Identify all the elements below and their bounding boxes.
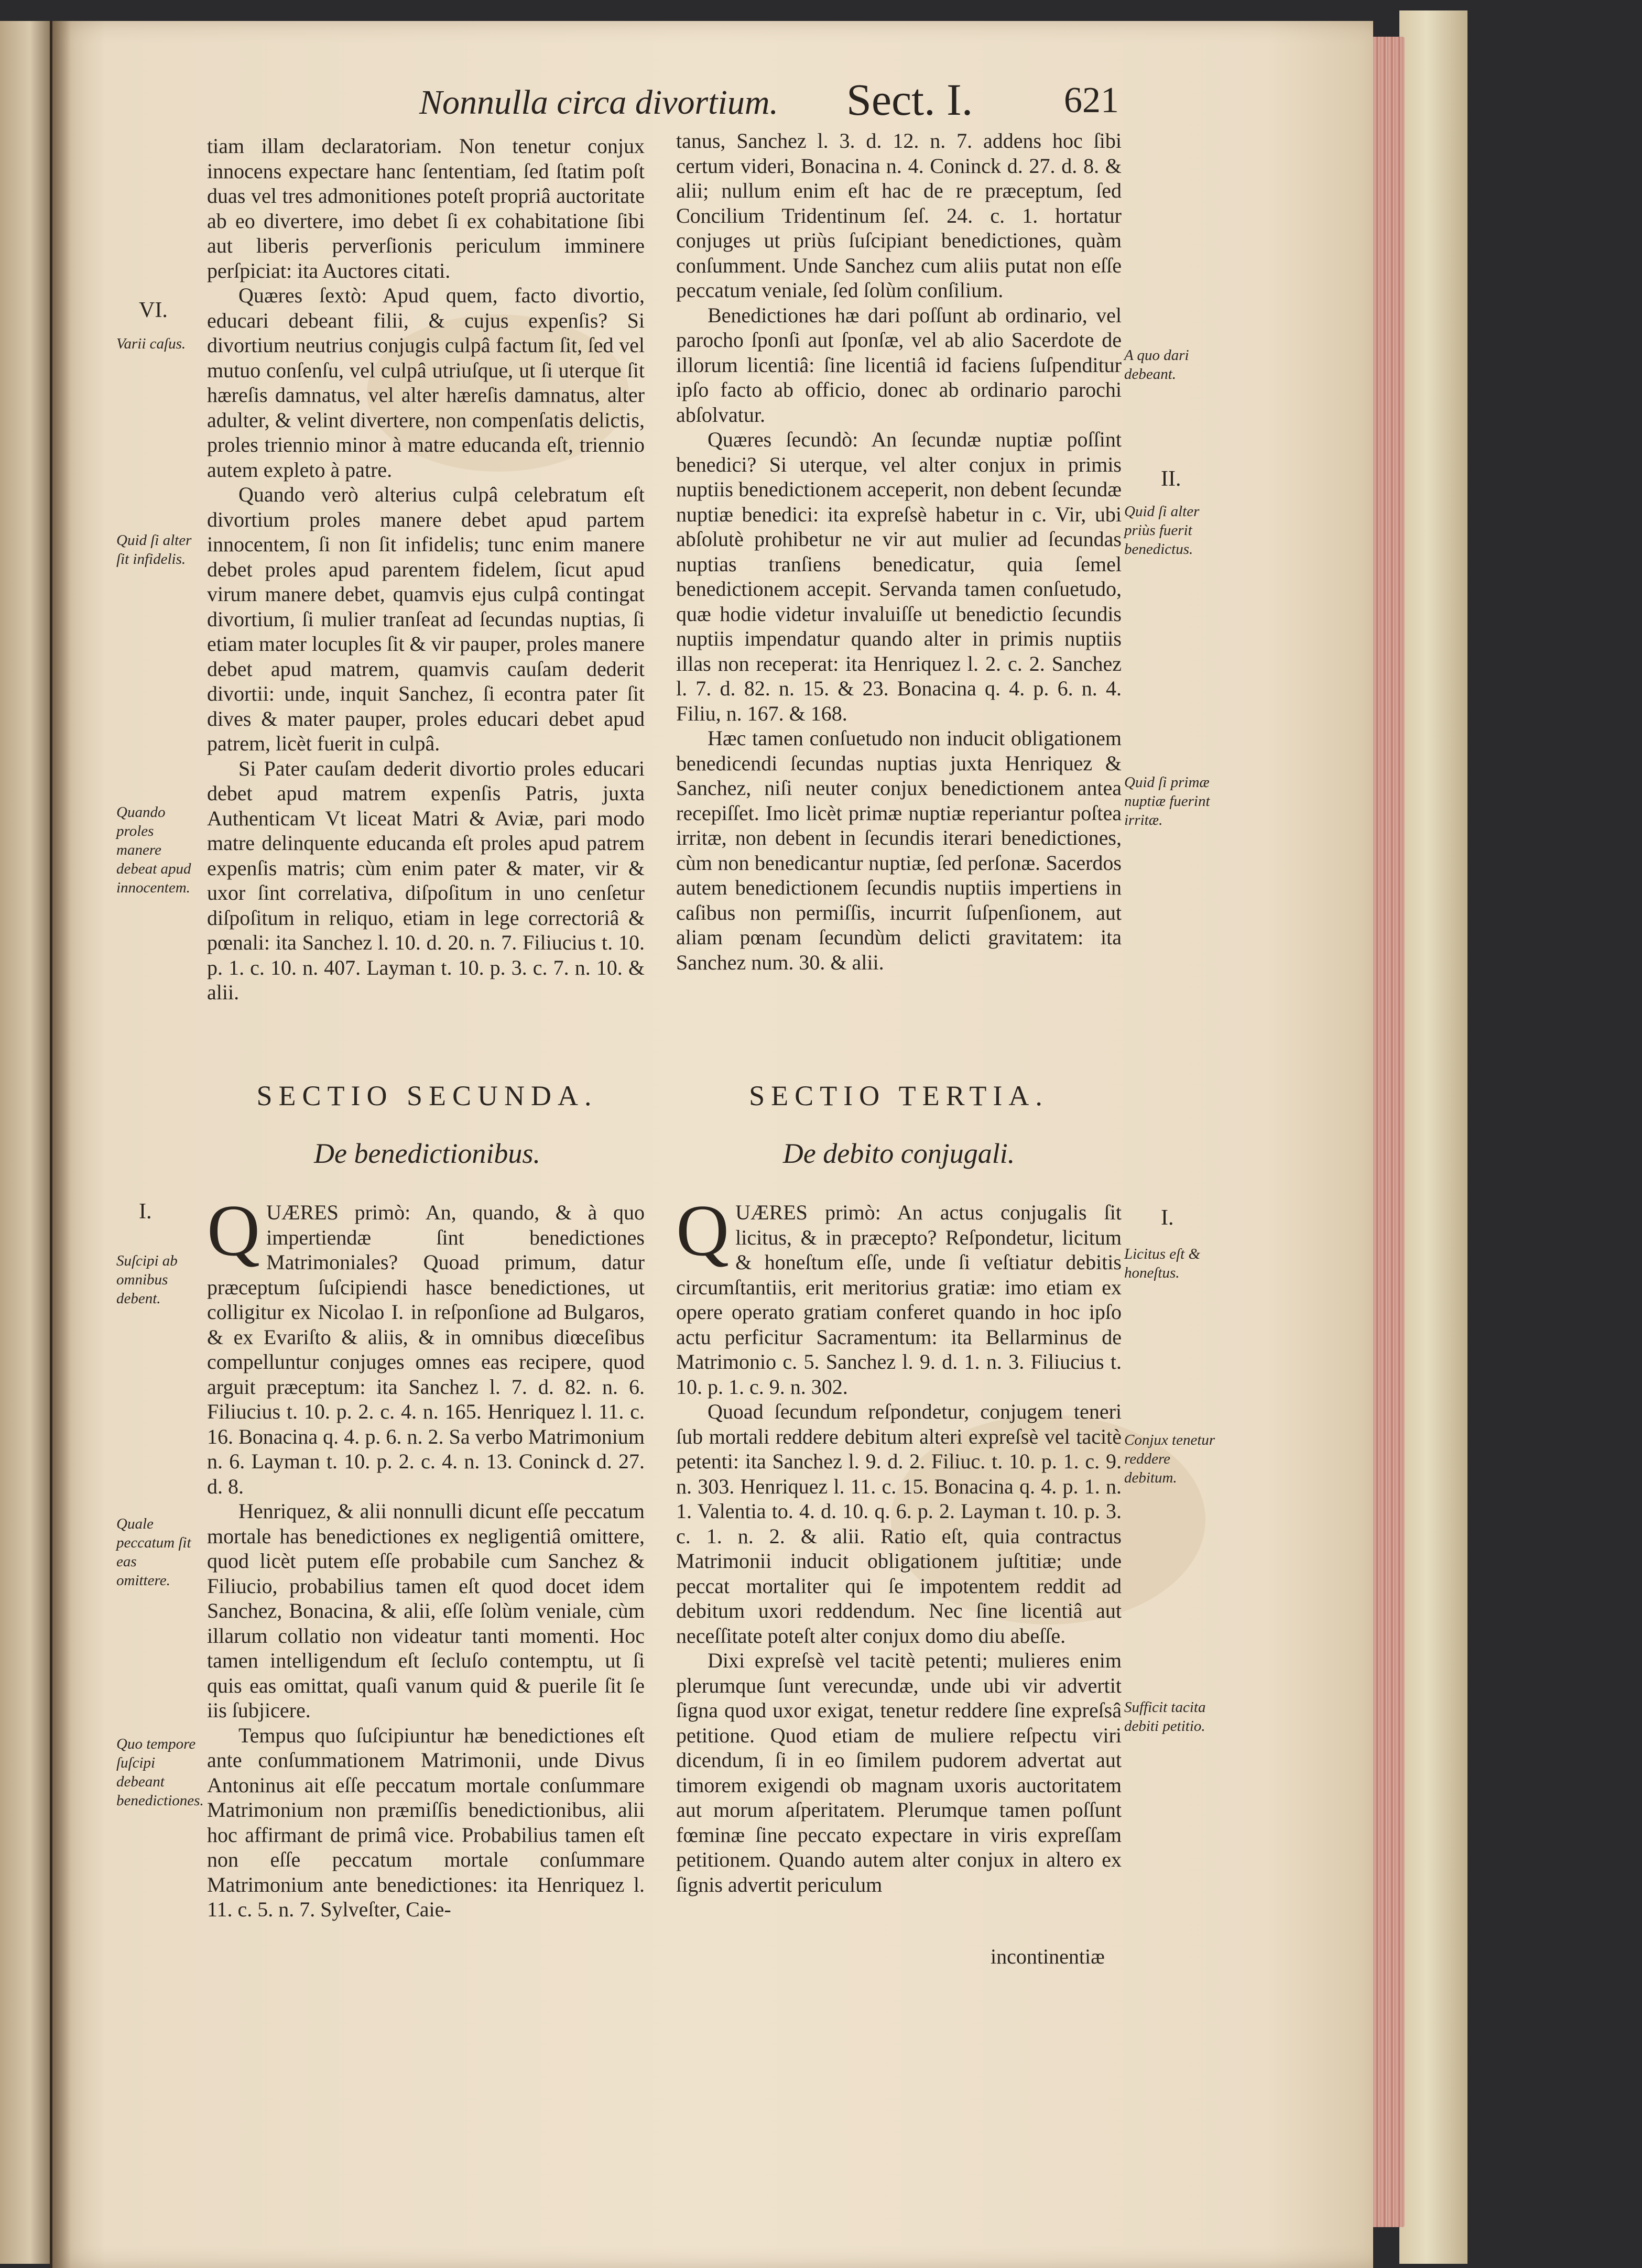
margin-note: Quid ſi alter priùs fuerit benedictus. (1124, 503, 1200, 558)
margin-note: Quid ſi alter ſit infidelis. (116, 532, 192, 568)
section-3-subtitle: De debito conjugali. (782, 1138, 1015, 1169)
paragraph: tiam illam declaratoriam. Non tenetur conjux innocens expectare hanc ſententiam, ſed ſtatim poſt duas vel tres admonitiones poteſt propriâ auctoritate ab eo divertere, imo debet ſi ex cohabitatione ſibi aut liberis perverſionis periculum imminere perſpiciat: ita Auctores citati. (207, 134, 645, 282)
margin-note: Sufficit tacita debiti petitio. (1124, 1699, 1206, 1735)
margin-note: Licitus eſt & honeſtus. (1124, 1246, 1200, 1281)
drop-cap: Q (207, 1190, 260, 1271)
gutter-shadow (50, 21, 71, 2268)
previous-page-edge (0, 21, 50, 2264)
paragraph-text: UÆRES primò: An actus conjugalis ſit licitus, & in præcepto? Reſpondetur, licitum & honeſtum eſſe, unde ſi veſtiatur debitis circumſtantiis, erit meritorius gratiæ: imo etiam ex opere operato gratiam conferet quando in hoc ipſo actu perficitur Sacramentum: ita Bellarminus de Matrimonio c. 5. Sanchez l. 9. d. 1. n. 3. Filiucius t. 10. p. 1. c. 9. n. 302. (676, 1201, 1122, 1399)
section-3-body (676, 1190, 1122, 1897)
paragraph: Si Pater cauſam dederit divortio proles educari debet apud matrem expenſis Patris, juxta Authenticam Vt liceat Matri & Aviæ, pari modo matre delinquente educanda eſt proles apud patrem expenſis matris; cùm enim pater & mater, vir & uxor ſint correlativa, diſpoſitum in uno cenſetur diſpoſitum in reliquo, etiam in lege correctoriâ & pœnali: ita Sanchez l. 10. d. 20. n. 7. Filiucius t. 10. p. 1. c. 10. n. 407. Layman t. 10. p. 3. c. 7. n. 10. & alii. (207, 756, 645, 1004)
paragraph: Quæres ſextò: Apud quem, facto divortio, educari debeant filii, & cujus expenſis? Si divortium neutrius conjugis culpâ factum ſit, ſed vel mutuo conſenſu, vel culpâ utriuſque, ut ſi uterque ſit hæreſis damnatus, vel alter hæreſis damnatus, alter adulter, & velint divertere, non compenſatis delictis, proles triennio minor à matre educanda eſt, triennio autem expleto à patre. (207, 284, 645, 482)
running-header (419, 73, 1132, 131)
margin-note: Suſcipi ab omnibus debent. (116, 1252, 178, 1307)
paragraph: Quæres ſecundò: An ſecundæ nuptiæ poſſint benedici? Si uterque, vel alter conjux in primis nuptiis benedictionem acceperit, non debent ſecundæ nuptiæ benedici: ita expreſsè habetur in c. Vir, ubi abſolutè prohibetur ne vir aut mulier ad ſecundas nuptias tranſiens benedicatur, quia ſemel benedictionem accepit. Servanda tamen conſuetudo, quæ hodie videtur invaluiſſe ut benedictio ſecundis nuptiis impendatur quando alter in primis nuptiis illas non receperat: ita Henriquez l. 2. c. 2. Sanchez l. 7. d. 82. n. 15. & 23. Bonacina q. 4. p. 6. n. 4. Filiu, n. 167. & 168. (676, 428, 1122, 725)
paragraph: Tempus quo ſuſcipiuntur hæ benedictiones eſt ante conſummationem Matrimonii, unde Divus Antoninus ait eſſe peccatum mortale conſummare Matrimonium non præmiſſis benedictionibus, alii hoc affirmant de primâ vice. Probabilius tamen eſt non eſſe peccatum mortale conſummare Matrimonium ante benedictiones: ita Henriquez l. 11. c. 5. n. 7. Sylveſter, Caie- (207, 1723, 645, 1921)
margin-note: A quo dari debeant. (1124, 347, 1189, 383)
margin-numeral-i: I. (139, 1200, 152, 1224)
header-section: Sect. I. (846, 74, 973, 125)
margin-note: Quo tempore ſuſcipi debeant benedictiones. (116, 1736, 204, 1809)
paragraph: Hæc tamen conſuetudo non inducit obligationem benedicendi ſecundas nuptias juxta Henriquez & Sanchez, niſi neuter conjux benedictionem antea recepiſſet. Imo licèt primæ nuptiæ reperiantur poſtea irritæ, non debent in ſecundis iterari benedictiones, cùm non benedicantur nuptiæ, ſed perſonæ. Sacerdos autem benedictionem ſecundis nuptiis impertiens in caſibus non permiſſis, incurrit ſuſpenſionem, aut aliam pœnam ſecundùm delicti gravitatem: ita Sanchez num. 30. & alii. (676, 726, 1122, 974)
margin-note: Quid ſi primæ nuptiæ fuerint irritæ. (1124, 774, 1210, 828)
paragraph-text: UÆRES primò: An, quando, & à quo impertiendæ ſint benedictiones Matrimoniales? Quoad primum, datur præceptum ſuſcipiendi hasce benedictiones, ut colligitur ex Nicolao I. in reſponſione ad Bulgaros, & ex Evariſto & aliis, & in omnibus diœceſibus compelluntur conjuges omnes eas recipere, quod arguit præceptum: ita Sanchez l. 7. d. 82. n. 6. Filiucius t. 10. p. 2. c. 4. n. 165. Henriquez l. 11. c. 16. Bonacina q. 4. p. 6. n. 2. Sa verbo Matrimonium n. 6. Layman t. 10. p. 2. c. 4. n. 13. Coninck d. 27. d. 8. (207, 1201, 645, 1498)
margin-note: Quando proles manere debeat apud innocentem. (116, 804, 191, 896)
section-2-title: SECTIO SECUNDA. (256, 1080, 598, 1111)
margin-note: Quale peccatum ſit eas omittere. (116, 1515, 191, 1589)
paragraph (207, 1190, 645, 1499)
right-column-top (676, 128, 1122, 975)
catchword: incontinentiæ (991, 1945, 1105, 1968)
margin-numeral-i-right: I. (1161, 1206, 1174, 1230)
page-number: 621 (1064, 80, 1119, 121)
paragraph: Benedictiones hæ dari poſſunt ab ordinario, vel parocho ſponſi aut ſponſæ, vel ab alio Sacerdote de illorum licentiâ: ſine licentiâ id faciens ſuſpenditur ipſo facto ab officio, donec ab ordinario parochi abſolvatur. (676, 303, 1122, 427)
paragraph: Quoad ſecundum reſpondetur, conjugem teneri ſub mortali reddere debitum alteri expreſsè vel tacitè petenti: ita Sanchez l. 9. d. 2. Filiuc. t. 10. p. 1. c. 9. n. 303. Henriquez l. 11. c. 15. Bonacina q. 4. p. 1. n. 1. Valentia to. 4. d. 10. q. 6. p. 2. Layman t. 10. p. 3. c. 1. n. 2. & alii. Ratio eſt, quia contractus Matrimonii inducit obligationem juſtitiæ; unde peccat mortaliter qui ſe impotentem reddit ad debitum uxori reddendum. Nec ſine licentiâ aut neceſſitate poteſt alter conjux domo diu abeſſe. (676, 1400, 1122, 1648)
section-2-subtitle: De benedictionibus. (314, 1138, 540, 1169)
paragraph (676, 1190, 1122, 1399)
drop-cap: Q (676, 1190, 730, 1271)
left-column-top (207, 134, 645, 1005)
paragraph: Henriquez, & alii nonnulli dicunt eſſe peccatum mortale has benedictiones ex negligentiâ omittere, quod licèt putem eſſe probabile cum Sanchez & Filiucio, probabilius tamen eſt quod docet idem Sanchez, Bonacina, & alii, eſſe ſolùm veniale, cùm illarum collatio non videatur tanti momenti. Hoc tamen intelligendum eſt ſecluſo contemptu, ut ſi quis eas omittat, quaſi vanum quid & puerile ſit ſe iis ſubjicere. (207, 1499, 645, 1722)
margin-numeral-vi: VI. (139, 298, 168, 322)
section-2-body (207, 1190, 645, 1922)
section-3-title: SECTIO TERTIA. (749, 1080, 1049, 1111)
paragraph: Quando verò alterius culpâ celebratum eſt divortium proles manere debet apud partem innocentem, ſi non ſit infidelis; tunc enim manere debet proles apud parentem fidelem, ſicut apud virum manere debet, quamvis ejus culpâ contingat divortium, ſi mulier tranſeat ad ſecundas nuptias, ſi etiam mater locuples ſit & vir pauper, proles manere debet apud matrem, quamvis cauſam dederit divortii: unde, inquit Sanchez, ſi econtra pater ſit dives & mater pauper, proles educari debet apud patrem, licèt fuerit in culpâ. (207, 483, 645, 755)
margin-note: Varii caſus. (116, 335, 186, 352)
margin-numeral-ii: II. (1161, 467, 1181, 491)
book-cover-board (1399, 10, 1467, 2264)
paragraph: tanus, Sanchez l. 3. d. 12. n. 7. addens hoc ſibi certum videri, Bonacina n. 4. Coninck d. 27. d. 8. & alii; nullum enim eſt hac de re præceptum, ſed Concilium Tridentinum ſeſ. 24. c. 1. hortatur conjuges ut priùs ſuſcipiant benedictiones, quàm conſumment. Unde Sanchez cum aliis putat non eſſe peccatum veniale, ſed ſolùm conſilium. (676, 129, 1122, 302)
header-title: Nonnulla circa divortium. (419, 83, 779, 122)
margin-note: Conjux tenetur reddere debitum. (1124, 1432, 1215, 1486)
paragraph: Dixi expreſsè vel tacitè petenti; mulieres enim plerumque ſunt verecundæ, unde ubi vir advertit ſigna quod uxor exigat, tenetur reddere ſine expreſsâ petitione. Quod etiam de muliere reſpectu viri dicendum, ſi in eo ſimilem pudorem advertat aut timorem exigendi ob magnam uxoris auctoritatem aut morum aſperitatem. Plerumque tamen poſſunt fœminæ ſine peccato expectare in viris expreſſam petitionem. Quando autem alter conjux in altero ex ſignis advertit periculum (676, 1649, 1122, 1896)
